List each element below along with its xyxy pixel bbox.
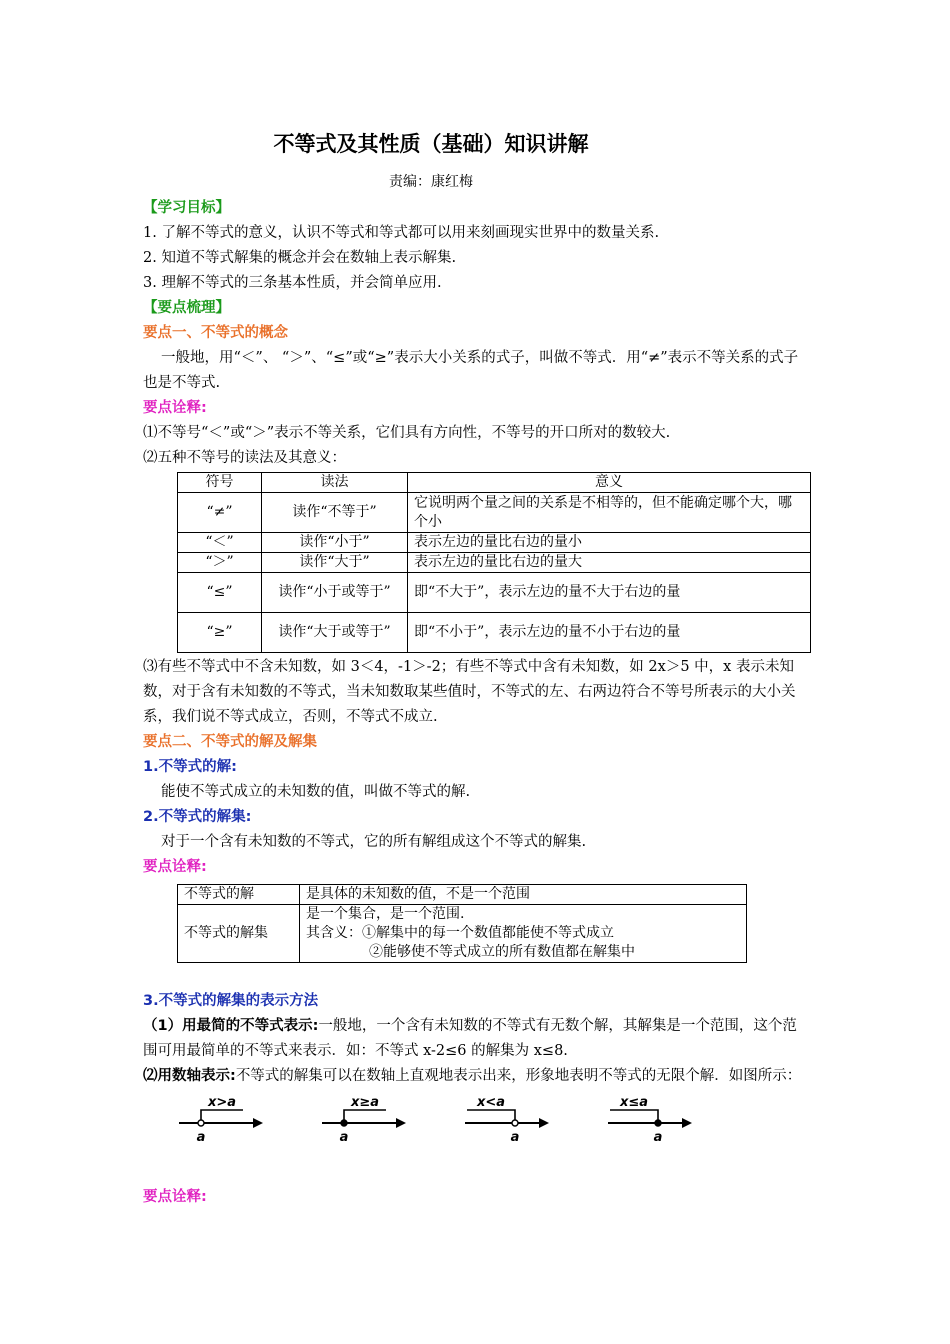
- kp1-note-title: 要点诠释:: [143, 400, 207, 416]
- method-2-text: 不等式的解集可以在数轴上直观地表示出来，形象地表明不等式的无限个解．如图所示：: [235, 1068, 802, 1084]
- page-title: 不等式及其性质（基础）知识讲解: [273, 132, 589, 156]
- method-2-label: ⑵用数轴表示:: [143, 1068, 236, 1084]
- header-meaning: 意义: [408, 473, 811, 493]
- cell-symbol: “＜”: [178, 533, 262, 553]
- kp2-sub1: 1.不等式的解:: [143, 759, 237, 775]
- cell-symbol: “＞”: [178, 553, 262, 573]
- point-marker: [655, 1120, 661, 1126]
- point-label: a: [653, 1130, 663, 1145]
- cell-meaning: 它说明两个量之间的关系是不相等的，但不能确定哪个大，哪个小: [408, 493, 811, 533]
- summary-heading: 【要点梳理】: [143, 300, 230, 316]
- cell-value: [300, 905, 747, 963]
- goal-item-2: 2. 知道不等式解集的概念并会在数轴上表示解集.: [143, 250, 457, 266]
- table-row: [178, 573, 811, 613]
- cell-reading: 读作“大于或等于”: [262, 613, 408, 653]
- table-row: [178, 613, 811, 653]
- content: [143, 196, 809, 1210]
- header-symbol: 符号: [178, 473, 262, 493]
- table-row: [178, 885, 747, 905]
- cell-reading: 读作“大于”: [262, 553, 408, 573]
- kp1-note-2: ⑵五种不等号的读法及其意义：: [143, 450, 346, 466]
- cell-value: 是具体的未知数的值，不是一个范围: [300, 885, 747, 905]
- cell-meaning: 即“不大于”，表示左边的量不大于右边的量: [408, 573, 811, 613]
- axis-arrow: [682, 1118, 692, 1128]
- point-marker: [341, 1120, 347, 1126]
- value-line-2: 其含义：①解集中的每一个数值都能使不等式成立: [306, 925, 614, 941]
- table-row: [178, 533, 811, 553]
- inequality-label: x>a: [207, 1095, 237, 1110]
- editor-line: 责编：康红梅: [389, 174, 473, 190]
- kp2-note-title: 要点诠释:: [143, 859, 207, 875]
- kp1-note-3: ⑶有些不等式中不含未知数，如 3＜4，-1＞-2；有些不等式中含有未知数，如 2x＞5 中，x 表示未知数，对于含有未知数的不等式，当未知数取某些值时，不等式的左、右两边符合不等号所表示的大小关系，我们说不等式成立，否则，不等式不成立.: [143, 659, 796, 725]
- point-label: a: [510, 1130, 520, 1145]
- goals-heading: 【学习目标】: [143, 200, 230, 216]
- axis-arrow: [253, 1118, 263, 1128]
- cell-symbol: “≠”: [178, 493, 262, 533]
- axis-arrow: [396, 1118, 406, 1128]
- table-header-row: [178, 473, 811, 493]
- header-reading: 读法: [262, 473, 408, 493]
- table-row: [178, 553, 811, 573]
- cell-meaning: 表示左边的量比右边的量小: [408, 533, 811, 553]
- solution-range: [344, 1110, 386, 1123]
- cell-label: 不等式的解集: [178, 905, 300, 963]
- point-label: a: [339, 1130, 349, 1145]
- inequality-label: x≤a: [619, 1095, 649, 1110]
- kp1-note-1: ⑴不等号“＜”或“＞”表示不等关系，它们具有方向性，不等号的开口所对的数较大.: [143, 425, 671, 441]
- cell-reading: 读作“小于或等于”: [262, 573, 408, 613]
- method-1-label: （1）用最简的不等式表示:: [143, 1018, 319, 1034]
- cell-symbol: “≤”: [178, 573, 262, 613]
- inequality-label: x<a: [476, 1095, 506, 1110]
- cell-meaning: 表示左边的量比右边的量大: [408, 553, 811, 573]
- solution-range: [610, 1110, 658, 1123]
- kp1-text: 一般地，用“＜”、 “＞”、“≤”或“≥”表示大小关系的式子，叫做不等式．用“≠”表示不等关系的式子也是不等式.: [143, 350, 799, 391]
- table-row: [178, 493, 811, 533]
- number-line-figures: [179, 1095, 709, 1155]
- solution-range: [467, 1110, 515, 1123]
- cell-reading: 读作“不等于”: [262, 493, 408, 533]
- goal-item-3: 3. 理解不等式的三条基本性质，并会简单应用.: [143, 275, 442, 291]
- method-1-text: 一般地，一个含有未知数的不等式有无数个解，其解集是一个范围，这个范围可用最简单的不等式来表示．如：不等式 x-2≤6 的解集为 x≤8.: [143, 1018, 797, 1059]
- value-line-3: ②能够使不等式成立的所有数值都在解集中: [369, 944, 635, 960]
- goal-item-1: 1. 了解不等式的意义，认识不等式和等式都可以用来刻画现实世界中的数量关系.: [143, 225, 660, 241]
- kp2-text2: 对于一个含有未知数的不等式，它的所有解组成这个不等式的解集.: [161, 834, 587, 850]
- table-row: [178, 905, 747, 963]
- kp2-sub3: 3.不等式的解集的表示方法: [143, 993, 319, 1009]
- method-2: [143, 1064, 809, 1089]
- value-line-1: 是一个集合，是一个范围.: [306, 906, 465, 922]
- cell-reading: 读作“小于”: [262, 533, 408, 553]
- point-label: a: [196, 1130, 206, 1145]
- cell-symbol: “≥”: [178, 613, 262, 653]
- axis-arrow: [539, 1118, 549, 1128]
- point-marker: [198, 1120, 204, 1126]
- cell-meaning: 即“不小于”，表示左边的量不小于右边的量: [408, 613, 811, 653]
- solution-range: [201, 1110, 243, 1123]
- inequality-label: x≥a: [350, 1095, 380, 1110]
- final-note-title: 要点诠释:: [143, 1189, 207, 1205]
- solution-vs-set-table: [177, 884, 747, 963]
- kp2-sub2: 2.不等式的解集:: [143, 809, 252, 825]
- method-1: [143, 1014, 809, 1064]
- kp1-title: 要点一、不等式的概念: [143, 325, 288, 341]
- kp2-title: 要点二、不等式的解及解集: [143, 734, 317, 750]
- inequality-symbols-table: [177, 472, 811, 653]
- kp2-text1: 能使不等式成立的未知数的值，叫做不等式的解.: [161, 784, 471, 800]
- cell-label: 不等式的解: [178, 885, 300, 905]
- point-marker: [512, 1120, 518, 1126]
